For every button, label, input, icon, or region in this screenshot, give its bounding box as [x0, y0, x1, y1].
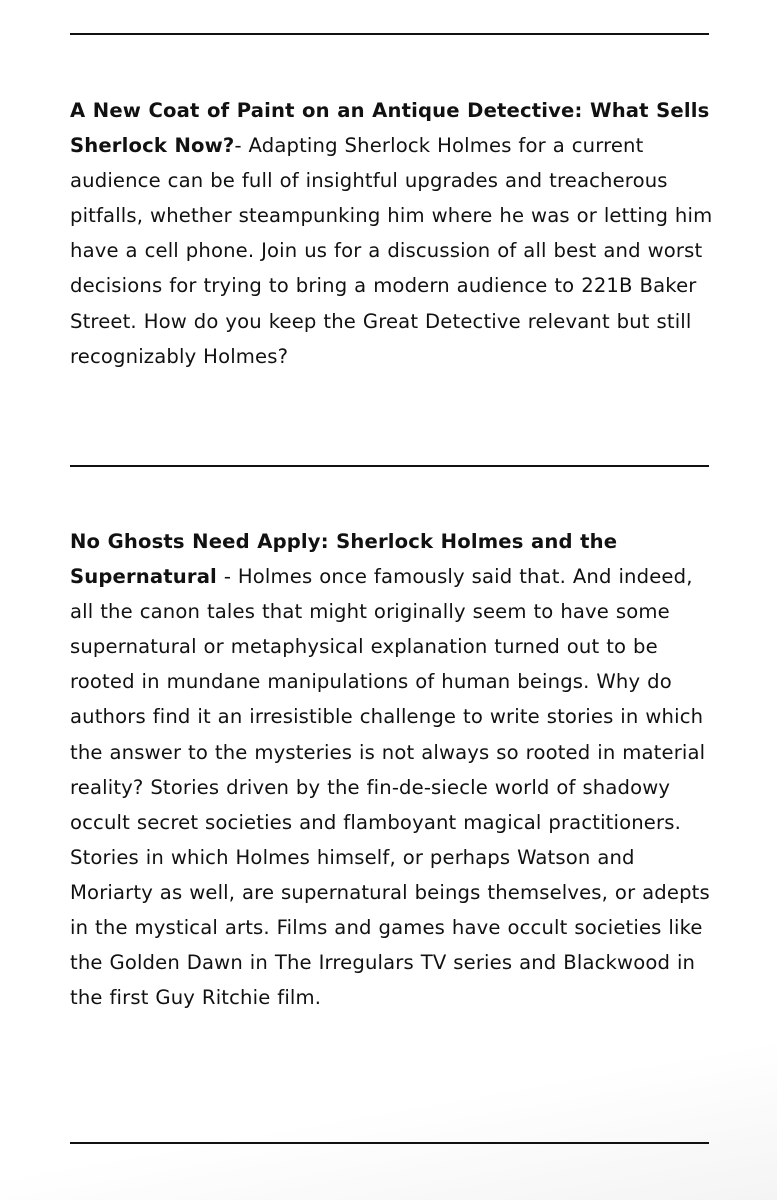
- session-title-2: No Ghosts Need Apply: Sherlock Holmes and the Supernatural: [70, 530, 618, 589]
- session-title-1: A New Coat of Paint on an Antique Detective: What Sells Sherlock Now?: [70, 99, 710, 158]
- divider-bottom: [70, 1142, 709, 1144]
- session-entry-1: [70, 93, 715, 374]
- divider-middle: [70, 465, 709, 467]
- session-description-2: - Holmes once famously said that. And indeed, all the canon tales that might originally seem to have some supernatural or metaphysical explanation turned out to be rooted in mundane manipulations of human beings. Why do authors find it an irresistible challenge to write stories in which the answer to the mysteries is not always so rooted in material reality? Stories driven by the fin-de-siecle world of shadowy occult secret societies and flamboyant magical practitioners. Stories in which Holmes himself, or perhaps Watson and Moriarty as well, are supernatural beings themselves, or adepts in the mystical arts. Films and games have occult societies like the Golden Dawn in The Irregulars TV series and Blackwood in the first Guy Ritchie film.: [70, 565, 710, 1010]
- session-entry-2: [70, 524, 715, 1015]
- divider-top: [70, 33, 709, 35]
- session-description-1: - Adapting Sherlock Holmes for a current audience can be full of insightful upgrades and treacherous pitfalls, whether steampunking him where he was or letting him have a cell phone. Join us for a discussion of all best and worst decisions for trying to bring a modern audience to 221B Baker Street. How do you keep the Great Detective relevant but still recognizably Holmes?: [70, 134, 713, 368]
